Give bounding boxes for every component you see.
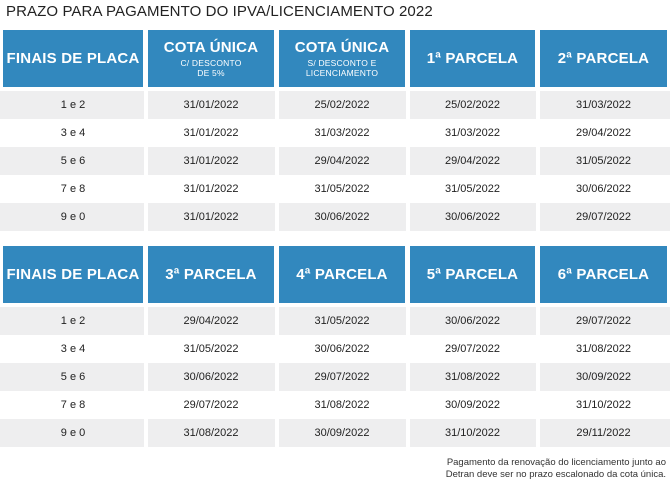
header-label: 6ª PARCELA: [557, 266, 650, 283]
cell-finais: 1 e 2: [60, 99, 86, 111]
cell-finais: 9 e 0: [60, 211, 86, 223]
cell-finais: 9 e 0: [60, 427, 86, 439]
cell-date: 29/07/2022: [575, 315, 632, 327]
column-divider: [144, 91, 148, 231]
cell-date: 29/07/2022: [183, 399, 239, 411]
table-row: [0, 363, 670, 391]
cell-date: 29/07/2022: [575, 211, 632, 223]
cell-date: 30/06/2022: [444, 315, 501, 327]
table-row: [0, 147, 670, 175]
cell-date: 31/05/2022: [183, 343, 239, 355]
header-2a-parcela: [540, 30, 667, 87]
table-header: [0, 30, 670, 87]
header-finais-de-placa: [3, 246, 143, 303]
cell-finais: 3 e 4: [60, 343, 86, 355]
table-row: [0, 419, 670, 447]
cell-date: 31/08/2022: [183, 427, 239, 439]
header-4a-parcela: [279, 246, 405, 303]
column-divider: [406, 307, 410, 447]
table-row: [0, 203, 670, 231]
cell-date: 31/08/2022: [444, 371, 501, 383]
header-label: FINAIS DE PLACA: [6, 266, 140, 283]
header-label: 4ª PARCELA: [296, 266, 388, 283]
cell-date: 31/03/2022: [575, 99, 632, 111]
column-divider: [275, 307, 279, 447]
cell-date: 31/01/2022: [183, 127, 239, 139]
cell-date: 31/03/2022: [444, 127, 501, 139]
cell-finais: 5 e 6: [60, 371, 86, 383]
header-label: 5ª PARCELA: [426, 266, 519, 283]
table-row: [0, 391, 670, 419]
cell-date: 31/08/2022: [314, 399, 370, 411]
header-5a-parcela: [410, 246, 535, 303]
cell-date: 30/09/2022: [314, 427, 370, 439]
header-label: COTA ÚNICA: [163, 39, 259, 56]
cell-date: 25/02/2022: [314, 99, 370, 111]
cell-date: 30/06/2022: [444, 211, 501, 223]
payment-table-2: [0, 246, 670, 447]
cell-date: 30/09/2022: [575, 371, 632, 383]
column-divider: [275, 91, 279, 231]
cell-date: 31/10/2022: [575, 399, 632, 411]
cell-date: 29/07/2022: [314, 371, 370, 383]
cell-finais: 1 e 2: [60, 315, 86, 327]
cell-date: 31/01/2022: [183, 211, 239, 223]
header-sublabel: LICENCIAMENTO: [305, 68, 379, 78]
cell-date: 25/02/2022: [444, 99, 501, 111]
cell-date: 29/04/2022: [183, 315, 239, 327]
cell-date: 31/03/2022: [314, 127, 370, 139]
cell-date: 31/05/2022: [314, 183, 370, 195]
header-cota-unica-com-desconto: [148, 30, 274, 87]
cell-date: 29/04/2022: [444, 155, 501, 167]
header-6a-parcela: [540, 246, 667, 303]
header-label: 1ª PARCELA: [426, 50, 519, 67]
header-label: 3ª PARCELA: [165, 266, 257, 283]
cell-date: 31/08/2022: [575, 343, 632, 355]
header-label: FINAIS DE PLACA: [6, 50, 140, 67]
footnote-line: Detran deve ser no prazo escalonado da cota única.: [445, 469, 666, 480]
table-body: [0, 91, 670, 231]
cell-date: 31/01/2022: [183, 183, 239, 195]
table-row: [0, 91, 670, 119]
header-3a-parcela: [148, 246, 274, 303]
header-sublabel: C/ DESCONTO: [180, 58, 242, 68]
header-1a-parcela: [410, 30, 535, 87]
payment-table-1: [0, 30, 670, 231]
cell-date: 29/07/2022: [444, 343, 501, 355]
column-divider: [406, 91, 410, 231]
cell-date: 31/10/2022: [444, 427, 501, 439]
column-divider: [536, 307, 540, 447]
cell-date: 30/06/2022: [575, 183, 632, 195]
header-cota-unica-sem-desconto: [279, 30, 405, 87]
header-label: COTA ÚNICA: [294, 39, 390, 56]
cell-finais: 5 e 6: [60, 155, 86, 167]
cell-date: 30/06/2022: [314, 343, 370, 355]
page-title: PRAZO PARA PAGAMENTO DO IPVA/LICENCIAMENTO 2022: [6, 3, 433, 20]
cell-date: 31/05/2022: [575, 155, 632, 167]
header-finais-de-placa: [3, 30, 143, 87]
column-divider: [144, 307, 148, 447]
footnote-line: Pagamento da renovação do licenciamento junto ao: [446, 457, 666, 468]
table-row: [0, 175, 670, 203]
table-header: [0, 246, 670, 303]
column-divider: [536, 91, 540, 231]
cell-finais: 7 e 8: [60, 399, 86, 411]
cell-date: 29/04/2022: [314, 155, 370, 167]
footnote: [406, 457, 666, 481]
header-sublabel: DE 5%: [197, 68, 225, 78]
cell-date: 31/05/2022: [444, 183, 501, 195]
table-row: [0, 119, 670, 147]
cell-date: 30/06/2022: [314, 211, 370, 223]
cell-date: 31/01/2022: [183, 155, 239, 167]
cell-finais: 3 e 4: [60, 127, 86, 139]
cell-date: 31/01/2022: [183, 99, 239, 111]
table-row: [0, 307, 670, 335]
cell-date: 29/11/2022: [576, 427, 631, 439]
cell-date: 30/06/2022: [183, 371, 239, 383]
cell-date: 29/04/2022: [575, 127, 632, 139]
table-body: [0, 307, 670, 447]
header-sublabel: S/ DESCONTO E: [307, 58, 377, 68]
header-label: 2ª PARCELA: [557, 50, 650, 67]
cell-date: 30/09/2022: [444, 399, 501, 411]
table-row: [0, 335, 670, 363]
cell-date: 31/05/2022: [314, 315, 370, 327]
cell-finais: 7 e 8: [60, 183, 86, 195]
